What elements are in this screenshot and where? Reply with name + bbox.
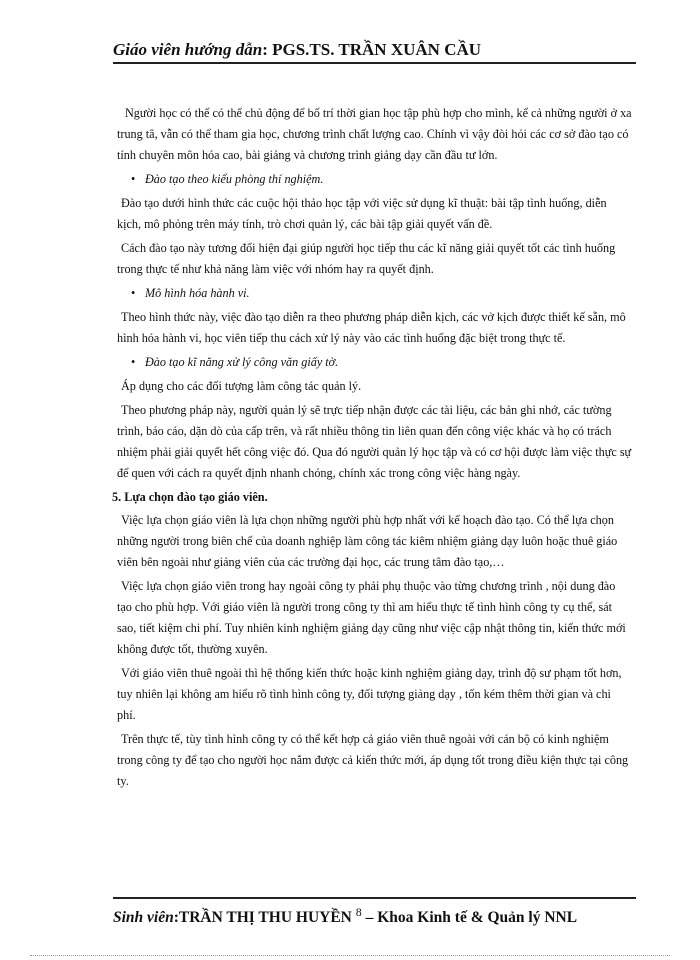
paragraph: Theo phương pháp này, người quản lý sẽ trực tiếp nhận được các tài liệu, các bản ghi nhớ, các tường trình, báo cáo, dặn dò của cấp trên, và rất nhiều thông tin liên quan đến công việc khác và họ có trách nhiệm phải giải quyết hết công việc đó. Qua đó người quản lý học tập và có cơ hội được làm việc thực sự để quen với cách ra quyết định nhanh chóng, chính xác trong công việc hàng ngày. bbox=[117, 403, 632, 480]
bullet-text: Đào tạo kĩ năng xử lý công văn giấy tờ. bbox=[145, 355, 339, 369]
paragraph: Việc lựa chọn giáo viên trong hay ngoài công ty phải phụ thuộc vào từng chương trình , nội dung đào tạo cho phù hợp. Với giáo viên là người trong công ty thì am hiểu thực tế tình hình công ty cụ thể, sát sao, tiết kiệm chi phí. Tuy nhiên kinh nghiệm giảng dạy cũng như việc cập nhật thông tin, kiến thức mới không được tốt, thường xuyên. bbox=[117, 579, 626, 656]
page-number: 8 bbox=[355, 905, 362, 919]
header-role: Giáo viên hướng dẫn bbox=[113, 40, 263, 59]
paragraph: Đào tạo dưới hình thức các cuộc hội thảo học tập với việc sử dụng kĩ thuật: bài tập tình huống, diễn kịch, mô phỏng trên máy tính, trò chơi quản lý, các bài tập giải quyết vấn đề. bbox=[117, 196, 607, 231]
footer-role: Sinh viên bbox=[113, 909, 174, 927]
bullet-item bbox=[117, 352, 632, 373]
paragraph: Với giáo viên thuê ngoài thì hệ thống kiến thức hoặc kinh nghiệm giảng dạy, trình độ sư phạm tốt hơn, tuy nhiên lại không am hiểu rõ tình hình công ty, đối tượng giảng dạy , tốn kém thêm thời gian và chi phí. bbox=[117, 666, 622, 722]
paragraph: Cách đào tạo này tương đối hiện đại giúp người học tiếp thu các kĩ năng giải quyết tốt các tình huống trong thực tế như khả năng làm việc với nhóm hay ra quyết định. bbox=[117, 241, 616, 276]
bullet-item bbox=[117, 169, 632, 190]
paragraph: Việc lựa chọn giáo viên là lựa chọn những người phù hợp nhất với kế hoạch đào tạo. Có thể lựa chọn những người trong biên chế của doanh nghiệp làm công tác kiêm nhiệm giảng dạy luôn hoặc thuê giáo viên bên ngoài như giảng viên của các trường đại học, các trung tâm đào tạo,… bbox=[117, 513, 618, 569]
bullet-icon: • bbox=[131, 355, 136, 369]
bullet-icon: • bbox=[131, 286, 136, 300]
paragraph: Theo hình thức này, việc đào tạo diễn ra theo phương pháp diễn kịch, các vở kịch được thiết kế sẵn, mô hình hóa hành vi, học viên tiếp thu cách xử lý này vào các tình huống đặc biệt trong thực tế. bbox=[117, 310, 626, 345]
footer-dept: – Khoa Kinh tế & Quản lý NNL bbox=[365, 909, 578, 927]
section-heading: 5. Lựa chọn đào tạo giáo viên. bbox=[112, 490, 268, 504]
bullet-text: Đào tạo theo kiểu phòng thí nghiệm. bbox=[145, 172, 324, 186]
paragraph: Trên thực tế, tùy tình hình công ty có thể kết hợp cả giáo viên thuê ngoài với cán bộ có kinh nghiệm trong công ty để tạo cho người học nắm được cả kiến thức mới, áp dụng tốt trong điều kiện thực tại công ty. bbox=[117, 732, 629, 788]
paragraph: Người học có thể có thể chủ động để bố trí thời gian học tập phù hợp cho mình, kể cả những người ở xa trung tâ, vẫn có thể tham gia học, chương trình chất lượng cao. Chính vì vậy đòi hỏi các cơ sở đào tạo có tính chuyên môn hóa cao, bài giảng và chương trình giảng dạy cần đầu tư lớn. bbox=[117, 106, 632, 162]
page-header bbox=[113, 40, 636, 64]
bullet-item bbox=[117, 283, 632, 304]
page-footer bbox=[113, 897, 636, 927]
bullet-icon: • bbox=[131, 172, 136, 186]
bullet-text: Mô hình hóa hành vi. bbox=[145, 286, 250, 300]
paragraph: Áp dụng cho các đối tượng làm công tác quản lý. bbox=[121, 379, 362, 393]
header-name: : PGS.TS. TRẦN XUÂN CẦU bbox=[262, 40, 482, 59]
page-edge-divider bbox=[30, 955, 670, 956]
footer-name: :TRẦN THỊ THU HUYỀN bbox=[173, 909, 352, 927]
document-body bbox=[112, 103, 632, 795]
